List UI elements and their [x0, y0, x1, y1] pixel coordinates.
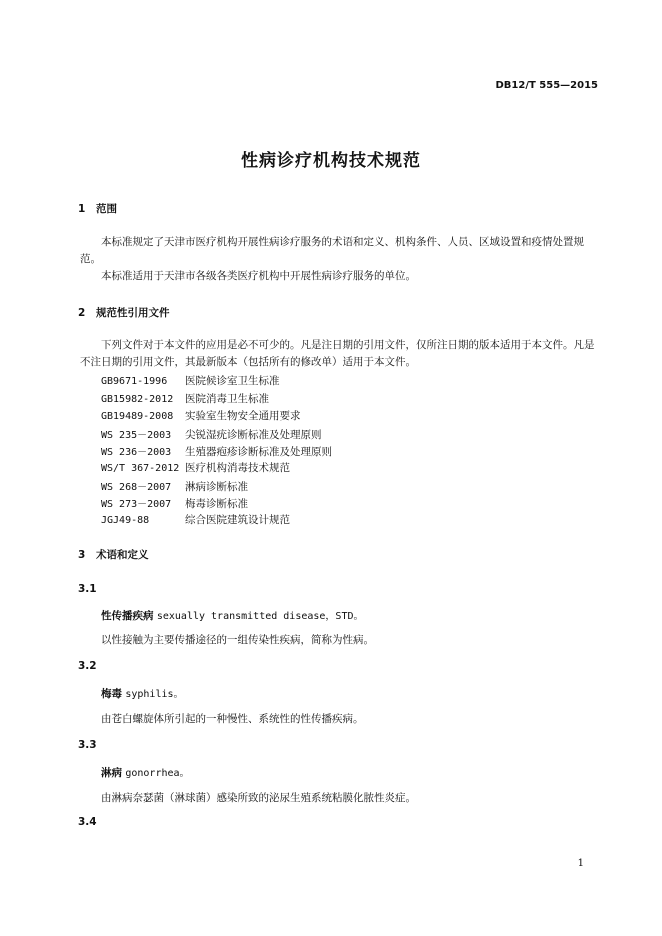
term-entry: [101, 607, 363, 623]
section-title: 范围: [96, 203, 117, 215]
section-number: 1: [78, 203, 86, 215]
reference-item: [101, 443, 332, 459]
reference-item: [101, 408, 301, 423]
reference-code: GB9671-1996: [101, 376, 168, 387]
reference-title: 医疗机构消毒技术规范: [185, 462, 290, 474]
section-number: 3: [78, 549, 86, 561]
reference-code: JGJ49-88: [101, 515, 150, 526]
term-definition: 由淋病奈瑟菌（淋球菌）感染所致的泌尿生殖系统粘膜化脓性炎症。: [101, 792, 416, 804]
reference-title: 尖锐湿疣诊断标准及处理原则: [185, 429, 322, 441]
reference-title: 实验室生物安全通用要求: [185, 410, 301, 422]
term-zh: 性传播疾病: [101, 610, 154, 622]
reference-item: [101, 426, 322, 442]
standard-code: DB12/T 555—2015: [495, 80, 598, 91]
reference-code: WS/T 367-2012: [101, 463, 180, 474]
section-title: 规范性引用文件: [96, 307, 170, 319]
reference-code: WS 236－2003: [101, 447, 172, 458]
term-en: syphilis。: [125, 689, 184, 700]
reference-title: 淋病诊断标准: [185, 481, 248, 493]
reference-code: WS 273－2007: [101, 499, 172, 510]
section-heading-terms: [78, 547, 149, 562]
reference-code: GB15982-2012: [101, 394, 174, 405]
reference-code: WS 235－2003: [101, 430, 172, 441]
section-heading-scope: [78, 201, 117, 216]
term-entry: [101, 685, 184, 701]
term-definition: 由苍白螺旋体所引起的一种慢性、系统性的性传播疾病。: [101, 713, 364, 725]
section-title: 术语和定义: [96, 549, 149, 561]
page-number: 1: [577, 858, 584, 869]
reference-item: [101, 373, 280, 388]
term-en: sexually transmitted disease，STD。: [156, 611, 364, 622]
term-en: gonorrhea。: [125, 768, 190, 779]
reference-title: 医院候诊室卫生标准: [185, 375, 280, 387]
reference-item: [101, 512, 290, 527]
paragraph: 本标准规定了天津市医疗机构开展性病诊疗服务的术语和定义、机构条件、人员、区域设置和疫情处置规范。: [80, 236, 584, 265]
reference-item: [101, 478, 248, 494]
term-definition: 以性接触为主要传播途径的一组传染性疾病，简称为性病。: [101, 634, 374, 646]
clause-number: 3.3: [78, 739, 97, 751]
paragraph: 下列文件对于本文件的应用是必不可少的。凡是注日期的引用文件，仅所注日期的版本适用于本文件。凡是不注日期的引用文件，其最新版本（包括所有的修改单）适用于本文件。: [80, 339, 595, 368]
reference-code: WS 268－2007: [101, 482, 172, 493]
reference-item: [101, 495, 248, 511]
clause-number: 3.4: [78, 816, 97, 828]
reference-title: 生殖器疱疹诊断标准及处理原则: [185, 446, 332, 458]
reference-title: 医院消毒卫生标准: [185, 393, 269, 405]
clause-number: 3.2: [78, 660, 97, 672]
document-title: 性病诊疗机构技术规范: [241, 151, 421, 171]
reference-item: [101, 460, 290, 475]
term-zh: 淋病: [101, 767, 122, 779]
reference-item: [101, 391, 269, 406]
clause-number: 3.1: [78, 583, 97, 595]
reference-title: 梅毒诊断标准: [185, 498, 248, 510]
paragraph: 本标准适用于天津市各级各类医疗机构中开展性病诊疗服务的单位。: [101, 270, 416, 282]
section-number: 2: [78, 307, 86, 319]
reference-title: 综合医院建筑设计规范: [185, 514, 290, 526]
reference-code: GB19489-2008: [101, 411, 174, 422]
term-entry: [101, 764, 190, 780]
term-zh: 梅毒: [101, 688, 122, 700]
section-heading-normative-references: [78, 305, 170, 320]
